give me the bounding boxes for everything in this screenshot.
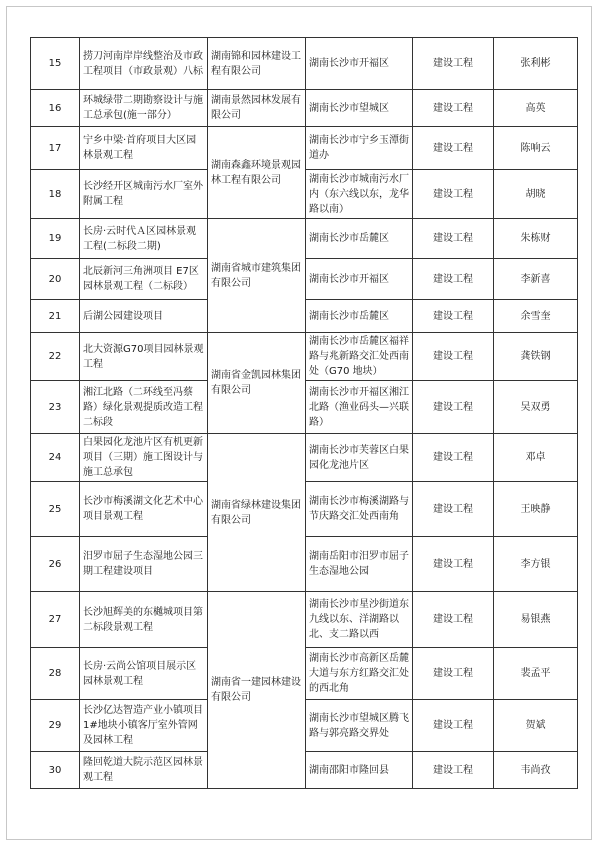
project-manager: 余雪奎 [494,300,578,333]
project-name: 环城绿带二期勘察设计与施工总承包(施一部分） [80,90,208,127]
project-category: 建设工程 [413,90,494,127]
project-manager: 胡晓 [494,170,578,219]
project-name: 隆回乾道大院示范区园林景观工程 [80,752,208,789]
project-category: 建设工程 [413,333,494,381]
project-name: 长沙经开区城南污水厂室外附属工程 [80,170,208,219]
project-name: 北辰新河三角洲项目 E7区园林景观工程（二标段） [80,259,208,300]
row-number: 18 [31,170,80,219]
project-manager: 龚铁钢 [494,333,578,381]
project-category: 建设工程 [413,752,494,789]
project-location: 湖南长沙市梅溪湖路与节庆路交汇处西南角 [306,482,413,537]
table-row [31,333,578,381]
project-manager: 张利彬 [494,38,578,90]
row-number: 21 [31,300,80,333]
project-category: 建设工程 [413,648,494,700]
project-category: 建设工程 [413,381,494,434]
row-number: 20 [31,259,80,300]
row-number: 24 [31,434,80,482]
project-location: 湖南长沙市高新区岳麓大道与东方红路交汇处的西北角 [306,648,413,700]
row-number: 15 [31,38,80,90]
project-location: 湖南邵阳市隆回县 [306,752,413,789]
row-number: 25 [31,482,80,537]
row-number: 23 [31,381,80,434]
company-name: 湖南省一建园林建设有限公司 [208,592,306,789]
table-row [31,219,578,259]
project-manager: 吴双勇 [494,381,578,434]
project-category: 建设工程 [413,300,494,333]
project-location: 湖南长沙市开福区 [306,259,413,300]
project-name: 湘江北路（二环线至冯蔡路）绿化景观提质改造工程二标段 [80,381,208,434]
project-manager: 贺斌 [494,700,578,752]
table-row [31,38,578,90]
table-row [31,592,578,648]
project-table [30,37,578,789]
project-category: 建设工程 [413,259,494,300]
row-number: 26 [31,537,80,592]
project-location: 湖南长沙市望城区 [306,90,413,127]
project-category: 建设工程 [413,170,494,219]
project-manager: 邓卓 [494,434,578,482]
project-location: 湖南长沙市岳麓区 [306,219,413,259]
project-location: 湖南岳阳市汨罗市屈子生态湿地公园 [306,537,413,592]
project-manager: 王映静 [494,482,578,537]
project-manager: 韦尚孜 [494,752,578,789]
company-name: 湖南省城市建筑集团有限公司 [208,219,306,333]
project-name: 捞刀河南岸岸线整治及市政工程项目（市政景观）八标 [80,38,208,90]
project-name: 白果园化龙池片区有机更新项目（三期）施工图设计与施工总承包 [80,434,208,482]
project-name: 长沙亿达智造产业小镇项目 1#地块小镇客厅室外管网及园林工程 [80,700,208,752]
company-name: 湖南锦和园林建设工程有限公司 [208,38,306,90]
row-number: 19 [31,219,80,259]
project-location: 湖南长沙市开福区 [306,38,413,90]
project-category: 建设工程 [413,482,494,537]
project-location: 湖南长沙市岳麓区福祥路与兆新路交汇处西南处（G70 地块） [306,333,413,381]
project-category: 建设工程 [413,592,494,648]
project-category: 建设工程 [413,219,494,259]
project-name: 汨罗市屈子生态湿地公园三期工程建设项目 [80,537,208,592]
project-name: 宁乡中梁·首府项目大区园林景观工程 [80,127,208,170]
company-name: 湖南森鑫环境景观园林工程有限公司 [208,127,306,219]
project-location: 湖南长沙市城南污水厂内（东六线以东，龙华路以南） [306,170,413,219]
project-location: 湖南长沙市望城区腾飞路与郭亮路交界处 [306,700,413,752]
company-name: 湖南省金凯园林集团有限公司 [208,333,306,434]
project-manager: 陈响云 [494,127,578,170]
project-name: 长沙旭辉美的东樾城项目第二标段景观工程 [80,592,208,648]
project-category: 建设工程 [413,537,494,592]
project-name: 长房·云时代Ａ区园林景观工程(二标段二期) [80,219,208,259]
project-category: 建设工程 [413,434,494,482]
project-location: 湖南长沙市宁乡玉潭街道办 [306,127,413,170]
company-name: 湖南景然园林发展有限公司 [208,90,306,127]
project-category: 建设工程 [413,38,494,90]
project-name: 后湖公园建设项目 [80,300,208,333]
row-number: 30 [31,752,80,789]
project-name: 长房·云尚公馆项目展示区园林景观工程 [80,648,208,700]
project-location: 湖南长沙市芙蓉区白果园化龙池片区 [306,434,413,482]
project-manager: 李新喜 [494,259,578,300]
table-row [31,127,578,170]
project-name: 北大资源G70项目园林景观工程 [80,333,208,381]
row-number: 17 [31,127,80,170]
project-manager: 易银燕 [494,592,578,648]
project-manager: 裴孟平 [494,648,578,700]
project-manager: 李方银 [494,537,578,592]
row-number: 22 [31,333,80,381]
project-category: 建设工程 [413,127,494,170]
table-row [31,90,578,127]
project-category: 建设工程 [413,700,494,752]
project-location: 湖南长沙市岳麓区 [306,300,413,333]
company-name: 湖南省绿林建设集团有限公司 [208,434,306,592]
project-manager: 朱栋财 [494,219,578,259]
project-name: 长沙市梅溪湖文化艺术中心项目景观工程 [80,482,208,537]
table-row [31,434,578,482]
project-location: 湖南长沙市开福区湘江北路（渔业码头—兴联路） [306,381,413,434]
row-number: 27 [31,592,80,648]
row-number: 29 [31,700,80,752]
row-number: 16 [31,90,80,127]
project-location: 湖南长沙市星沙街道东九线以东、洋湖路以北、支二路以西 [306,592,413,648]
row-number: 28 [31,648,80,700]
project-manager: 高英 [494,90,578,127]
